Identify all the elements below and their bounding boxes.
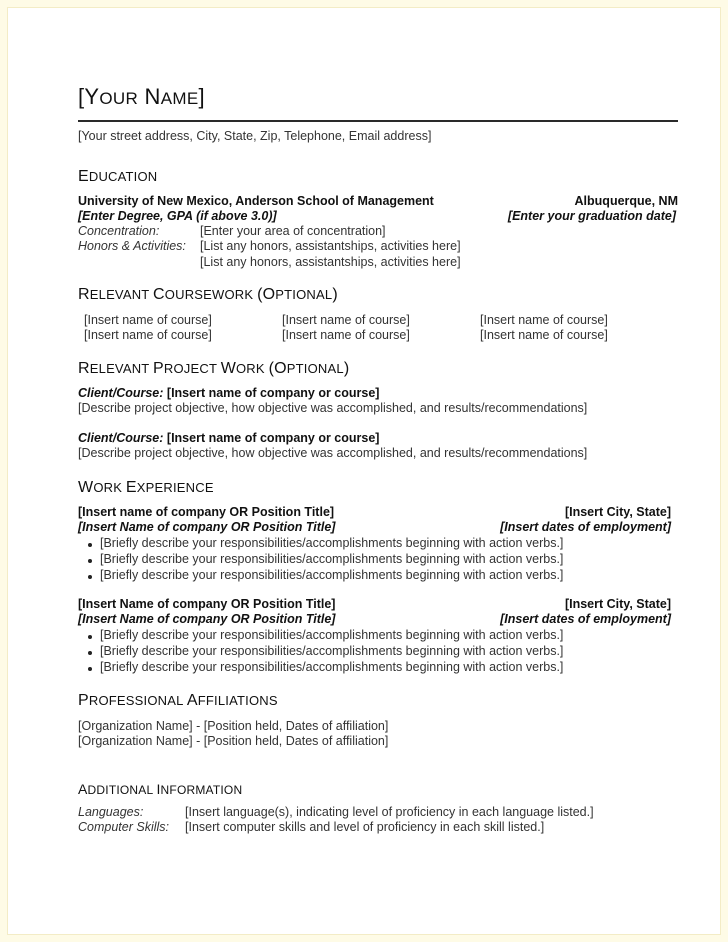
languages-label: Languages:: [78, 805, 144, 819]
languages-value: [Insert language(s), indicating level of proficiency in each language listed.]: [185, 805, 594, 819]
job-location: [Insert City, State]: [564, 505, 671, 519]
work-heading-part: W: [78, 479, 94, 496]
contact-address: [Your street address, City, State, Zip, Telephone, Email address]: [78, 129, 432, 143]
job-bullet: [Briefly describe your responsibilities/accomplishments beginning with action verbs.]: [100, 568, 564, 582]
projects-heading-part: ): [343, 360, 350, 377]
job-company: [Insert Name of company OR Position Title]: [78, 597, 336, 611]
additional-heading-part: I: [156, 781, 161, 797]
project-client-name: [Insert name of company or course]: [163, 431, 380, 445]
name-initial-y: Y: [84, 84, 100, 109]
projects-heading-part: ROJECT: [163, 361, 221, 376]
education-heading-rest: DUCATION: [88, 169, 158, 184]
work-heading-part: E: [125, 479, 137, 496]
job-bullet: [Briefly describe your responsibilities/accomplishments beginning with action verbs.]: [100, 628, 564, 642]
bullet-dot-icon: [88, 651, 92, 655]
job-company: [Insert name of company OR Position Title]: [78, 505, 335, 519]
coursework-heading: [78, 286, 338, 304]
projects-heading-part: ORK: [236, 361, 269, 376]
job-bullet: [Briefly describe your responsibilities/accomplishments beginning with action verbs.]: [100, 552, 564, 566]
projects-heading-part: R: [78, 360, 90, 377]
affiliations-heading-part: ROFESSIONAL: [88, 693, 187, 708]
honors-label: Honors & Activities:: [78, 239, 186, 253]
bullet-dot-icon: [88, 635, 92, 639]
project-client-label: Client/Course:: [78, 431, 164, 445]
job-dates: [Insert dates of employment]: [500, 612, 671, 626]
coursework-heading-part: OURSEWORK: [164, 287, 258, 302]
work-heading: [78, 479, 214, 497]
computer-skills-value: [Insert computer skills and level of proficiency in each skill listed.]: [185, 820, 545, 834]
concentration-value: [Enter your area of concentration]: [200, 224, 386, 238]
projects-heading-part: PTIONAL: [286, 361, 344, 376]
job-bullet: [Briefly describe your responsibilities/accomplishments beginning with action verbs.]: [100, 536, 564, 550]
course-item: [Insert name of course]: [84, 313, 212, 327]
affiliation-item: [Organization Name] - [Position held, Dates of affiliation]: [78, 719, 389, 733]
concentration-label: Concentration:: [78, 224, 160, 238]
project-client: [78, 386, 379, 400]
affiliations-heading-part: FFILIATIONS: [197, 693, 278, 708]
header-divider: [78, 120, 678, 122]
computer-skills-label: Computer Skills:: [78, 820, 169, 834]
resume-name-heading: [78, 84, 205, 110]
education-school: University of New Mexico, Anderson School of Management: [78, 194, 434, 208]
education-heading-initial: E: [78, 168, 89, 185]
education-degree: [Enter Degree, GPA (if above 3.0)]: [78, 209, 277, 223]
bullet-dot-icon: [88, 575, 92, 579]
course-item: [Insert name of course]: [84, 328, 212, 342]
education-location: Albuquerque, NM: [574, 194, 678, 208]
name-bracket-close: ]: [198, 84, 205, 109]
course-item: [Insert name of course]: [480, 328, 608, 342]
projects-heading: [78, 360, 349, 378]
work-heading-part: ORK: [93, 480, 126, 495]
name-rest-ame: AME: [160, 89, 199, 108]
course-item: [Insert name of course]: [282, 313, 410, 327]
project-description: [Describe project objective, how objective was accomplished, and results/recommendations]: [78, 446, 588, 460]
affiliations-heading-part: P: [78, 692, 89, 709]
coursework-heading-part: R: [78, 286, 90, 303]
coursework-heading-part: ELEVANT: [89, 287, 154, 302]
coursework-heading-part: ): [332, 286, 338, 303]
additional-heading-part: A: [78, 781, 88, 797]
affiliations-heading-part: A: [186, 692, 198, 709]
coursework-heading-part: C: [153, 286, 165, 303]
project-client-label: Client/Course:: [78, 386, 164, 400]
education-heading: [78, 168, 157, 186]
coursework-heading-part: PTIONAL: [275, 287, 333, 302]
honors-value: [List any honors, assistantships, activities here]: [200, 239, 461, 253]
job-dates: [Insert dates of employment]: [500, 520, 671, 534]
affiliations-heading: [78, 692, 278, 710]
work-heading-part: XPERIENCE: [136, 480, 214, 495]
job-title: [Insert Name of company OR Position Title]: [78, 520, 336, 534]
additional-heading: [78, 781, 242, 797]
projects-heading-part: P: [153, 360, 164, 377]
project-description: [Describe project objective, how objective was accomplished, and results/recommendations]: [78, 401, 588, 415]
bullet-dot-icon: [88, 667, 92, 671]
course-item: [Insert name of course]: [480, 313, 608, 327]
projects-heading-part: W: [220, 360, 236, 377]
job-title: [Insert Name of company OR Position Title]: [78, 612, 336, 626]
job-bullet: [Briefly describe your responsibilities/accomplishments beginning with action verbs.]: [100, 644, 564, 658]
additional-heading-part: NFORMATION: [160, 783, 243, 797]
additional-heading-part: DDITIONAL: [87, 783, 157, 797]
project-client: [78, 431, 379, 445]
honors-value: [List any honors, assistantships, activities here]: [200, 255, 461, 269]
name-bracket-open: [: [78, 84, 85, 109]
job-bullet: [Briefly describe your responsibilities/accomplishments beginning with action verbs.]: [100, 660, 564, 674]
project-client-name: [Insert name of company or course]: [163, 386, 380, 400]
bullet-dot-icon: [88, 559, 92, 563]
course-item: [Insert name of course]: [282, 328, 410, 342]
projects-heading-part: ELEVANT: [89, 361, 154, 376]
name-initial-n: N: [144, 84, 161, 109]
bullet-dot-icon: [88, 543, 92, 547]
name-rest-our: OUR: [99, 89, 139, 108]
affiliation-item: [Organization Name] - [Position held, Dates of affiliation]: [78, 734, 389, 748]
projects-heading-part: (O: [268, 360, 287, 377]
job-location: [Insert City, State]: [564, 597, 671, 611]
education-graduation-date: [Enter your graduation date]: [507, 209, 676, 223]
coursework-heading-part: (O: [257, 286, 276, 303]
